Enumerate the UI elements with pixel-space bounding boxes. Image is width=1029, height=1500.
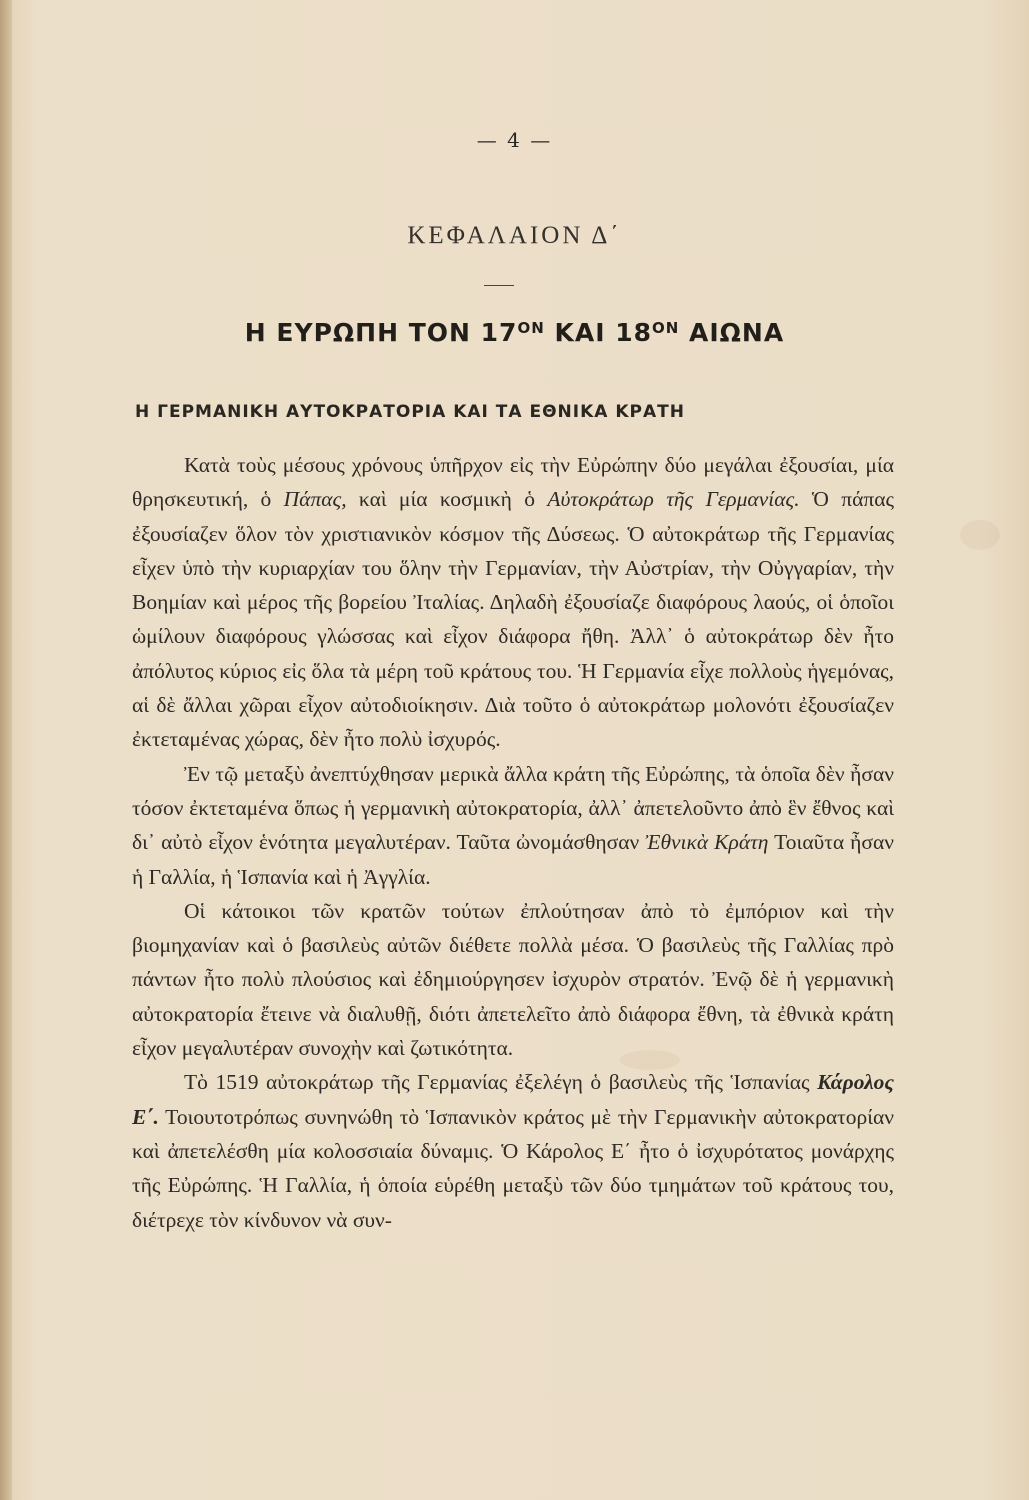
title-superscript: ΟΝ [517, 319, 545, 337]
text-run: Τοιαῦτα ἦσαν ἡ Γαλλία, ἡ Ἱσπανία καὶ ἡ Ἀγγλία. [132, 830, 894, 889]
text-run: Κατὰ τοὺς μέσους χρόνους ὑπῆρχον εἰς τὴν Εὐρώπην δύο μεγάλαι ἐξουσίαι, μία θρησκευτική, ὁ [132, 453, 894, 512]
paragraph [132, 448, 894, 757]
title-text: ΚΑΙ 18 [544, 318, 652, 347]
paper-stain [960, 520, 1000, 550]
title-superscript: ΟΝ [652, 319, 680, 337]
bold-name: Κάρολος Ε΄. [132, 1070, 894, 1129]
italic-term: Πάπας, [283, 487, 347, 512]
italic-term: Αὐτοκράτωρ τῆς Γερμανίας. [547, 487, 800, 512]
title-text: ΑΙΩΝΑ [679, 318, 785, 347]
paragraph [132, 894, 894, 1065]
paragraph [132, 757, 894, 894]
body-text [132, 448, 894, 1237]
chapter-heading: ΚΕΦΑΛΑΙΟΝ Δ΄ [407, 222, 622, 249]
italic-term: Ἐθνικὰ Κράτη [645, 830, 769, 855]
text-run: Οἱ κάτοικοι τῶν κρατῶν τούτων ἐπλούτησαν ἀπὸ τὸ ἐμπόριον καὶ τὴν βιομηχανίαν καὶ ὁ βασιλεὺς αὐτῶν διέθετε πολλὰ μέσα. Ὁ βασιλεὺς τῆς Γαλλίας πρὸ πάντων ἦτο πολὺ πλούσιος καὶ ἐδημιούργησεν ἰσχυρὸν στρατόν. Ἐνῷ δὲ ἡ γερμανικὴ αὐτοκρατορία ἔτεινε νὰ διαλυθῇ, διότι ἀπετελεῖτο ἀπὸ διάφορα ἔθνη, τὰ ἐθνικὰ κράτη εἶχον μεγαλυτέραν συνοχὴν καὶ ζωτικότητα. [132, 898, 894, 1061]
text-run: Τοιουτοτρόπως συνηνώθη τὸ Ἱσπανικὸν κράτος μὲ τὴν Γερμανικὴν αὐτοκρατορίαν καὶ ἀπετελέσθη μία κολοσσιαία δύναμις. Ὁ Κάρολος Ε΄ ἦτο ὁ ἰσχυρότατος μονάρχης τῆς Εὐρώπης. Ἡ Γαλλία, ἡ ὁποία εὑρέθη μεταξὺ τῶν δύο τμημάτων τοῦ κράτους του, διέτρεχε τὸν κίνδυνον νὰ συν- [132, 1104, 894, 1232]
text-run: καὶ μία κοσμικὴ ὁ [346, 487, 548, 512]
text-run: Ἐν τῷ μεταξὺ ἀνεπτύχθησαν μερικὰ ἄλλα κράτη τῆς Εὐρώπης, τὰ ὁποῖα δὲν ἦσαν τόσον ἐκτεταμένα ὅπως ἡ γερμανικὴ αὐτοκρατορία, ἀλλ᾽ ἀπετελοῦντο ἀπὸ ἓν ἔθνος καὶ δι᾽ αὐτὸ εἶχον ἑνότητα μεγαλυτέραν. Ταῦτα ὠνομάσθησαν [132, 761, 894, 855]
chapter-divider [484, 285, 514, 286]
section-heading: Η ΓΕΡΜΑΝΙΚΗ ΑΥΤΟΚΡΑΤΟΡΙΑ ΚΑΙ ΤΑ ΕΘΝΙΚΑ ΚΡΑΤΗ [135, 402, 685, 422]
text-run: Τὸ 1519 αὐτοκράτωρ τῆς Γερμανίας ἐξελέγη ὁ βασιλεὺς τῆς Ἱσπανίας [184, 1070, 818, 1095]
text-run: Ὁ πάπας ἐξουσίαζεν ὅλον τὸν χριστιανικὸν κόσμον τῆς Δύσεως. Ὁ αὐτοκράτωρ τῆς Γερμανίας εἶχεν ὑπὸ τὴν κυριαρχίαν του ὅλην τὴν Γερμανίαν, τὴν Αὐστρίαν, τὴν Οὐγγαρίαν, τὴν Βοημίαν καὶ μέρος τῆς βορείου Ἰταλίας. Δηλαδὴ ἐξουσίαζε διαφόρους λαούς, οἱ ὁποῖοι ὡμίλουν διαφόρους γλώσσας καὶ εἶχον διάφορα ἤθη. Ἀλλ᾽ ὁ αὐτοκράτωρ δὲν ἦτο ἀπόλυτος κύριος εἰς ὅλα τὰ μέρη τοῦ κράτους του. Ἡ Γερμανία εἶχε πολλοὺς ἡγεμόνας, αἱ δὲ ἄλλαι χῶραι εἶχον αὐτοδιοίκησιν. Διὰ τοῦτο ὁ αὐτοκράτωρ μολονότι ἐξουσίαζεν ἐκτεταμένας χώρας, δὲν ἦτο πολὺ ἰσχυρός. [132, 487, 895, 752]
paragraph [132, 1065, 894, 1236]
title-text: Η ΕΥΡΩΠΗ ΤΟΝ 17 [244, 318, 518, 347]
page-title [0, 318, 1029, 347]
page-number: — 4 — [476, 128, 553, 152]
